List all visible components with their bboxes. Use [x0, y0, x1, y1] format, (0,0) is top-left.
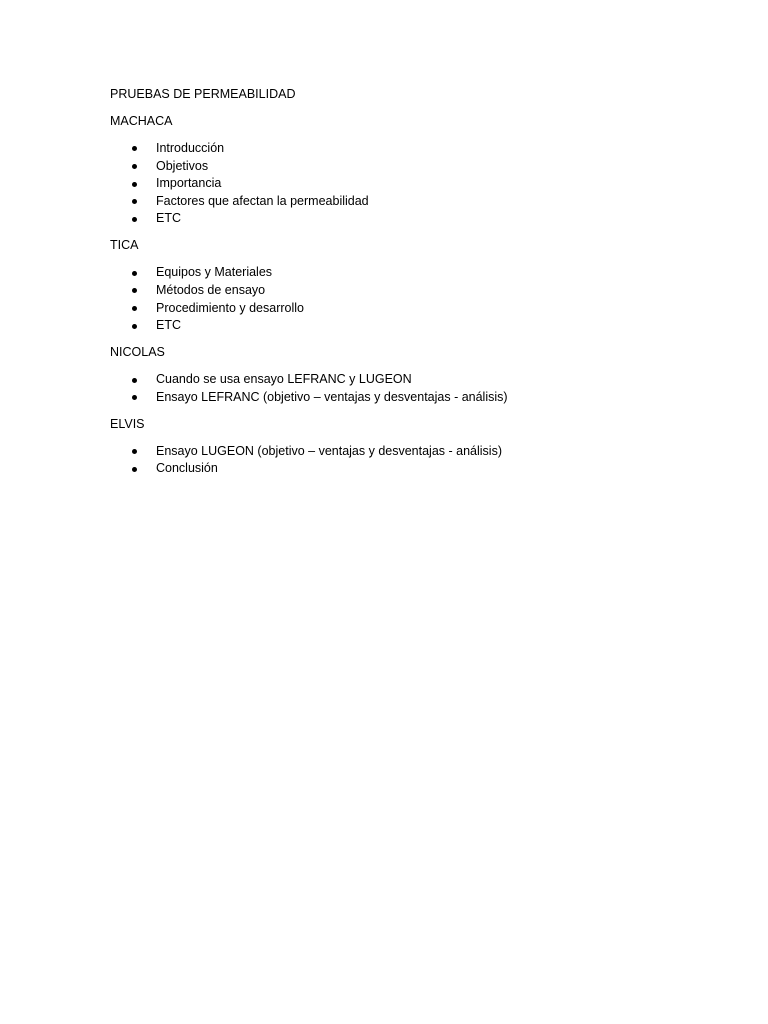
bullet-icon	[132, 306, 137, 311]
list-item-text: Factores que afectan la permeabilidad	[156, 193, 369, 208]
bullet-icon	[132, 146, 137, 151]
list-item-text: Procedimiento y desarrollo	[156, 300, 304, 315]
bullet-icon	[132, 199, 137, 204]
section-list-elvis	[110, 443, 670, 478]
section-list-nicolas	[110, 371, 670, 406]
list-item-text: Ensayo LEFRANC (objetivo – ventajas y desventajas - análisis)	[156, 389, 508, 404]
list-item-text: Objetivos	[156, 158, 209, 173]
list-item	[110, 140, 670, 158]
list-item-text: Equipos y Materiales	[156, 265, 273, 280]
section-heading-nicolas: NICOLAS	[110, 345, 165, 360]
list-item-text: Introducción	[156, 140, 225, 155]
bullet-icon	[132, 467, 137, 472]
list-item	[110, 300, 670, 318]
list-item	[110, 210, 670, 228]
bullet-icon	[132, 449, 137, 454]
list-item	[110, 175, 670, 193]
bullet-icon	[132, 324, 137, 329]
list-item	[110, 282, 670, 300]
list-item	[110, 389, 670, 407]
section-list-machaca	[110, 140, 670, 228]
list-item-text: Cuando se usa ensayo LEFRANC y LUGEON	[156, 372, 412, 387]
list-item	[110, 158, 670, 176]
bullet-icon	[132, 395, 137, 400]
list-item-text: ETC	[156, 318, 181, 333]
list-item-text: ETC	[156, 211, 181, 226]
section-heading-tica: TICA	[110, 238, 139, 253]
bullet-icon	[132, 288, 137, 293]
list-item	[110, 317, 670, 335]
list-item-text: Importancia	[156, 176, 222, 191]
list-item	[110, 371, 670, 389]
list-item	[110, 193, 670, 211]
section-list-tica	[110, 264, 670, 334]
section-heading-machaca: MACHACA	[110, 113, 173, 128]
list-item-text: Conclusión	[156, 461, 218, 476]
list-item-text: Métodos de ensayo	[156, 282, 266, 297]
list-item	[110, 460, 670, 478]
document-title: PRUEBAS DE PERMEABILIDAD	[110, 87, 296, 101]
list-item-text: Ensayo LUGEON (objetivo – ventajas y desventajas - análisis)	[156, 443, 502, 458]
bullet-icon	[132, 182, 137, 187]
list-item	[110, 264, 670, 282]
list-item	[110, 443, 670, 461]
section-heading-elvis: ELVIS	[110, 416, 145, 431]
bullet-icon	[132, 378, 137, 383]
bullet-icon	[132, 217, 137, 222]
bullet-icon	[132, 271, 137, 276]
bullet-icon	[132, 164, 137, 169]
document-body	[110, 86, 670, 487]
